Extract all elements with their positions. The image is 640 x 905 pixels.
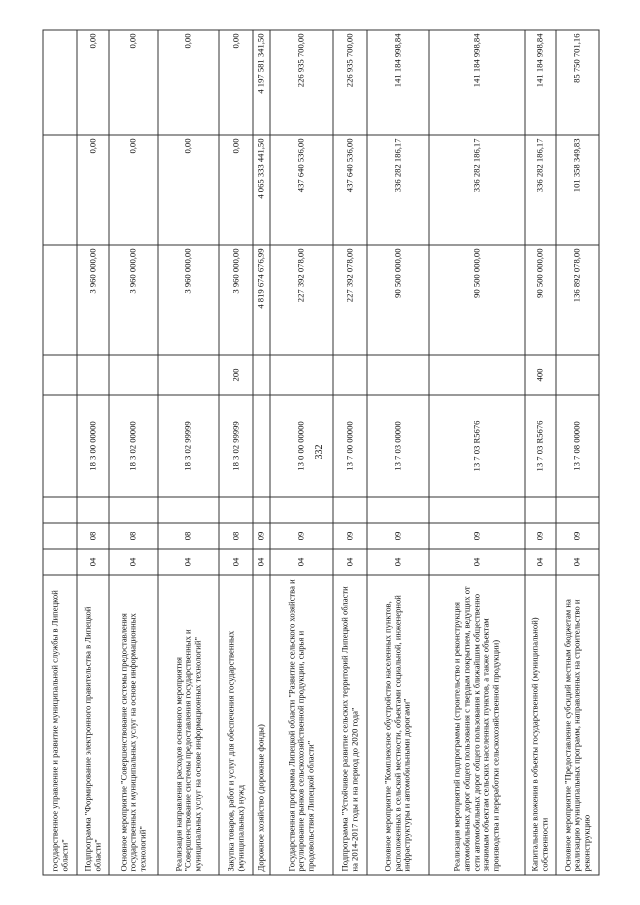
row-sum-3-cell: 85 750 701,16 (556, 30, 599, 135)
row-sum-3-cell: 141 184 998,84 (429, 30, 525, 135)
table-row (270, 30, 333, 875)
row-rz-cell: 09 (525, 523, 556, 549)
row-sum-1-cell: 90 500 000,00 (429, 245, 525, 355)
row-gr-cell: 04 (556, 549, 599, 575)
row-gr-cell: 04 (109, 549, 158, 575)
row-vr-cell (556, 355, 599, 395)
row-sum-2-cell: 4 065 333 441,50 (253, 135, 270, 245)
row-sum-2-cell: 0,00 (109, 135, 158, 245)
row-pr-cell (77, 497, 109, 523)
row-sum-3-cell: 0,00 (109, 30, 158, 135)
row-name-cell: Основное мероприятие "Комплексное обустройство населенных пунктов, расположенных в сельской местности, объектами социальной, инженерной инфраструктуры и автомобильными дорогами" (367, 575, 429, 875)
row-csr-cell (43, 395, 77, 497)
row-sum-2-cell: 0,00 (158, 135, 219, 245)
row-sum-1-cell: 3 960 000,00 (109, 245, 158, 355)
row-rz-cell: 08 (219, 523, 253, 549)
row-sum-3-cell: 226 935 700,00 (333, 30, 367, 135)
row-rz-cell: 09 (367, 523, 429, 549)
row-sum-2-cell: 101 358 349,83 (556, 135, 599, 245)
rotated-page-content (42, 30, 598, 875)
table-row (253, 30, 270, 875)
row-sum-3-cell (43, 30, 77, 135)
row-rz-cell (43, 523, 77, 549)
row-sum-1-cell: 136 892 078,00 (556, 245, 599, 355)
row-csr-cell: 13 7 03 R5676 (525, 395, 556, 497)
row-vr-cell (333, 355, 367, 395)
row-sum-3-cell: 0,00 (158, 30, 219, 135)
row-gr-cell: 04 (77, 549, 109, 575)
row-csr-cell: 18 3 02 99999 (158, 395, 219, 497)
row-sum-2-cell: 336 282 186,17 (525, 135, 556, 245)
row-name-cell: Закупка товаров, работ и услуг для обеспечения государственных (муниципальных) нужд (219, 575, 253, 875)
row-sum-3-cell: 226 935 700,00 (270, 30, 333, 135)
row-vr-cell (367, 355, 429, 395)
row-pr-cell (333, 497, 367, 523)
row-csr-cell (253, 395, 270, 497)
row-gr-cell (43, 549, 77, 575)
row-sum-3-cell: 141 184 998,84 (525, 30, 556, 135)
row-sum-3-cell: 0,00 (77, 30, 109, 135)
row-name-cell: Капитальные вложения в объекты государственной (муниципальной) собственности (525, 575, 556, 875)
row-sum-1-cell: 3 960 000,00 (77, 245, 109, 355)
row-csr-cell: 13 7 08 00000 (556, 395, 599, 497)
row-pr-cell (429, 497, 525, 523)
row-csr-cell: 13 0 00 00000 (270, 395, 333, 497)
row-gr-cell: 04 (333, 549, 367, 575)
row-rz-cell: 09 (333, 523, 367, 549)
row-pr-cell (158, 497, 219, 523)
table-row (429, 30, 525, 875)
row-csr-cell: 13 7 03 00000 (367, 395, 429, 497)
row-sum-1-cell: 227 392 078,00 (270, 245, 333, 355)
row-rz-cell: 08 (77, 523, 109, 549)
table-row (43, 30, 77, 875)
row-csr-cell: 18 3 00 00000 (77, 395, 109, 497)
row-sum-2-cell: 437 640 536,00 (270, 135, 333, 245)
row-sum-2-cell: 336 282 186,17 (429, 135, 525, 245)
row-sum-1-cell: 90 500 000,00 (367, 245, 429, 355)
row-sum-1-cell: 3 960 000,00 (158, 245, 219, 355)
row-sum-3-cell: 4 197 581 341,50 (253, 30, 270, 135)
row-rz-cell: 08 (109, 523, 158, 549)
row-vr-cell (43, 355, 77, 395)
row-sum-3-cell: 0,00 (219, 30, 253, 135)
table-row (77, 30, 109, 875)
row-rz-cell: 09 (556, 523, 599, 549)
row-gr-cell: 04 (219, 549, 253, 575)
row-sum-1-cell: 3 960 000,00 (219, 245, 253, 355)
table-row (556, 30, 599, 875)
row-name-cell: Подпрограмма "Устойчивое развитие сельских территорий Липецкой области на 2014-2017 годы и на период до 2020 года" (333, 575, 367, 875)
page-number: 332 (314, 444, 325, 460)
row-sum-1-cell: 4 819 674 676,99 (253, 245, 270, 355)
row-pr-cell (253, 497, 270, 523)
row-sum-2-cell (43, 135, 77, 245)
row-pr-cell (270, 497, 333, 523)
table-row (333, 30, 367, 875)
row-sum-2-cell: 0,00 (77, 135, 109, 245)
row-vr-cell (109, 355, 158, 395)
table-row (525, 30, 556, 875)
row-pr-cell (219, 497, 253, 523)
row-vr-cell (270, 355, 333, 395)
row-pr-cell (367, 497, 429, 523)
table-body (43, 30, 599, 875)
row-name-cell: Основное мероприятие "Совершенствование системы предоставления государственных и муниципальных услуг на основе информационных технологий" (109, 575, 158, 875)
row-sum-1-cell: 227 392 078,00 (333, 245, 367, 355)
row-rz-cell: 08 (158, 523, 219, 549)
row-pr-cell (109, 497, 158, 523)
row-gr-cell: 04 (525, 549, 556, 575)
row-sum-2-cell: 336 282 186,17 (367, 135, 429, 245)
row-sum-2-cell: 0,00 (219, 135, 253, 245)
row-sum-2-cell: 437 640 536,00 (333, 135, 367, 245)
row-csr-cell: 13 7 03 R5676 (429, 395, 525, 497)
table-row (158, 30, 219, 875)
row-vr-cell: 200 (219, 355, 253, 395)
row-pr-cell (525, 497, 556, 523)
row-name-cell: Дорожное хозяйство (дорожные фонды) (253, 575, 270, 875)
row-rz-cell: 09 (270, 523, 333, 549)
row-vr-cell (158, 355, 219, 395)
table-row (109, 30, 158, 875)
row-gr-cell: 04 (367, 549, 429, 575)
row-csr-cell: 13 7 00 00000 (333, 395, 367, 497)
row-vr-cell (429, 355, 525, 395)
row-name-cell: государственное управление и развитие муниципальной службы в Липецкой области" (43, 575, 77, 875)
row-sum-3-cell: 141 184 998,84 (367, 30, 429, 135)
row-sum-1-cell: 90 500 000,00 (525, 245, 556, 355)
table-row (367, 30, 429, 875)
row-name-cell: Реализация направления расходов основного мероприятия "Совершенствование системы предоставления государственных и муниципальных услуг на основе информационных технологий" (158, 575, 219, 875)
row-pr-cell (43, 497, 77, 523)
table-row (219, 30, 253, 875)
row-vr-cell (253, 355, 270, 395)
row-name-cell: Подпрограмма "Формирование электронного правительства в Липецкой области" (77, 575, 109, 875)
row-rz-cell: 09 (253, 523, 270, 549)
row-csr-cell: 18 3 02 99999 (219, 395, 253, 497)
row-gr-cell: 04 (253, 549, 270, 575)
row-name-cell: Государственная программа Липецкой области "Развитие сельского хозяйства и регулирование рынков сельскохозяйственной продукции, сырья и продовольствия Липецкой области" (270, 575, 333, 875)
row-rz-cell: 09 (429, 523, 525, 549)
row-vr-cell (77, 355, 109, 395)
row-name-cell: Основное мероприятие "Предоставление субсидий местным бюджетам на реализацию муниципальных программ, направленных на строительство и реконструкцию (556, 575, 599, 875)
row-name-cell: Реализация мероприятий подпрограммы (строительство и реконструкция автомобильных дорог общего пользования с твердым покрытием, ведущих от сети автомобильных дорог общего пользования к ближайшим общественно значимым объектам сельских населенных пунктов, а также объектам производства и переработки сельскохозяйственной продукции) (429, 575, 525, 875)
row-gr-cell: 04 (429, 549, 525, 575)
row-vr-cell: 400 (525, 355, 556, 395)
row-gr-cell: 04 (158, 549, 219, 575)
row-sum-1-cell (43, 245, 77, 355)
row-csr-cell: 18 3 02 00000 (109, 395, 158, 497)
row-gr-cell: 04 (270, 549, 333, 575)
budget-table (42, 29, 599, 875)
row-pr-cell (556, 497, 599, 523)
